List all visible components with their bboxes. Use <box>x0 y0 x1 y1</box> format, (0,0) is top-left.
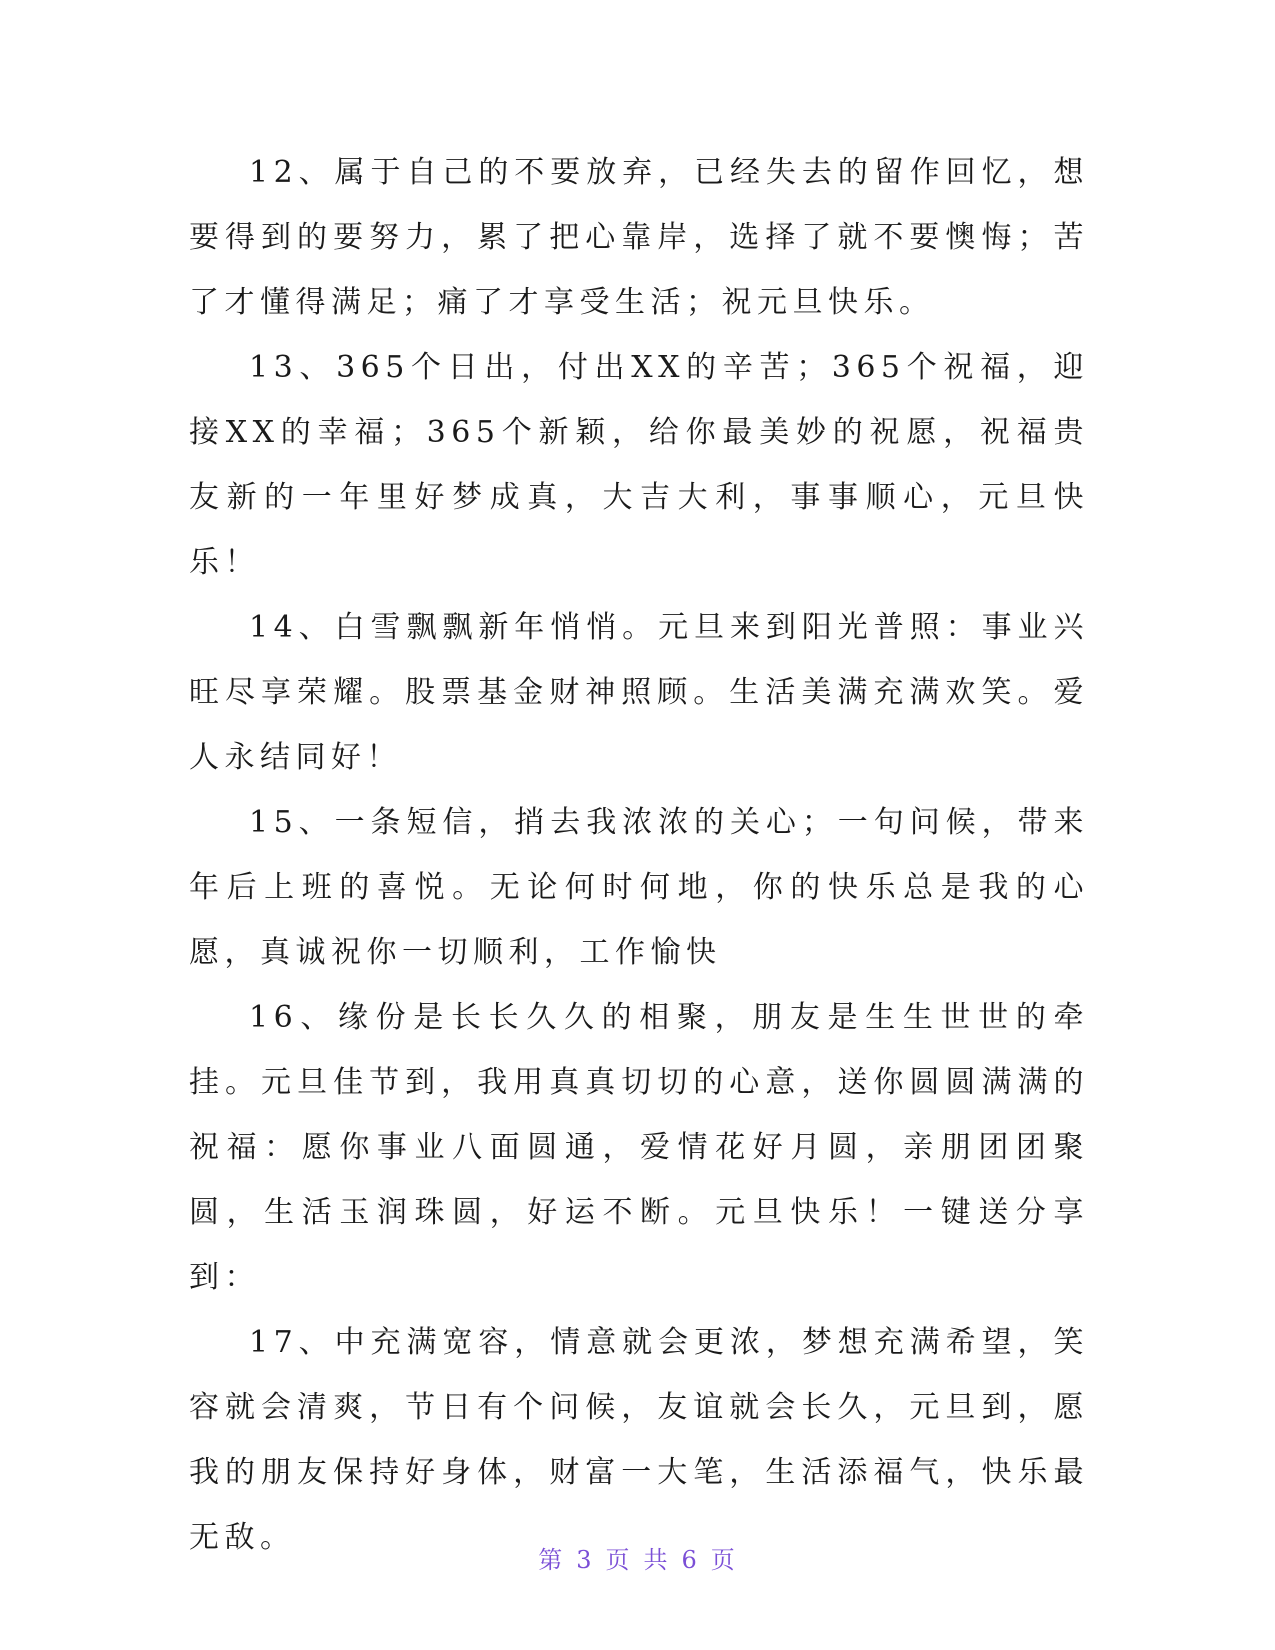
paragraph-14: 14、白雪飘飘新年悄悄。元旦来到阳光普照：事业兴旺尽享荣耀。股票基金财神照顾。生活美满充满欢笑。爱人永结同好！ <box>189 610 1089 775</box>
footer-current-page: 3 <box>576 1546 594 1574</box>
footer-total-pages: 6 <box>681 1546 699 1574</box>
footer-page-unit-2: 页 <box>710 1546 737 1574</box>
document-body <box>189 140 1089 1570</box>
paragraph-17: 17、中充满宽容，情意就会更浓，梦想充满希望，笑容就会清爽，节日有个问候，友谊就会长久，元旦到，愿我的朋友保持好身体，财富一大笔，生活添福气，快乐最无敌。 <box>189 1325 1089 1555</box>
footer-page-unit: 页 <box>605 1546 632 1574</box>
page-footer <box>0 1540 1275 1575</box>
paragraph-15: 15、一条短信，捎去我浓浓的关心；一句问候，带来年后上班的喜悦。无论何时何地，你的快乐总是我的心愿，真诚祝你一切顺利，工作愉快 <box>189 805 1089 970</box>
paragraph-13: 13、365个日出，付出XX的辛苦；365个祝福，迎接XX的幸福；365个新颖，给你最美妙的祝愿，祝福贵友新的一年里好梦成真，大吉大利，事事顺心，元旦快乐！ <box>189 350 1089 580</box>
paragraph-16: 16、缘份是长长久久的相聚，朋友是生生世世的牵挂。元旦佳节到，我用真真切切的心意，送你圆圆满满的祝福：愿你事业八面圆通，爱情花好月圆，亲朋团团聚圆，生活玉润珠圆，好运不断。元旦快乐！一键送分享到： <box>189 1000 1089 1295</box>
paragraph-12: 12、属于自己的不要放弃，已经失去的留作回忆，想要得到的要努力，累了把心靠岸，选择了就不要懊悔；苦了才懂得满足；痛了才享受生活；祝元旦快乐。 <box>189 155 1089 320</box>
footer-total-label: 共 <box>643 1546 670 1574</box>
footer-prefix: 第 <box>538 1546 565 1574</box>
